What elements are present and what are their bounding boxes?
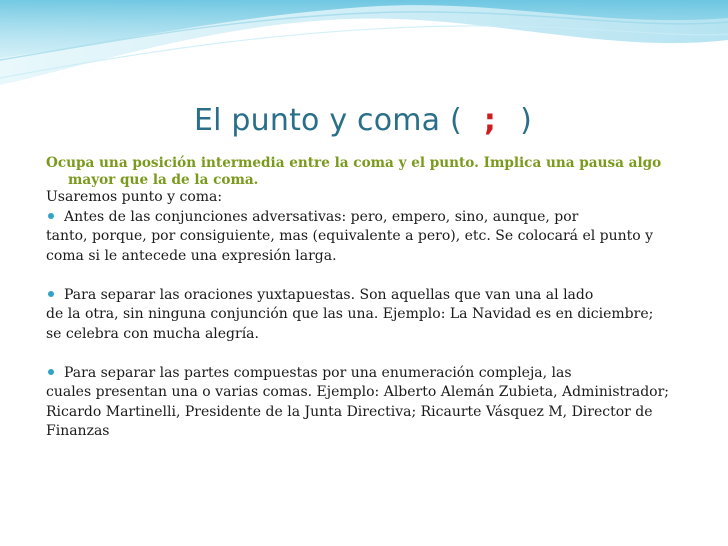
bullet-item xyxy=(46,286,696,306)
lead-line: Ocupa una posición intermedia entre la coma y el punto. Implica una pausa algo xyxy=(46,155,662,171)
lead-paragraph xyxy=(46,155,696,188)
bullet-continuation: se celebra con mucha alegría. xyxy=(46,325,259,342)
bullet-continuation: tanto, porque, por consiguiente, mas (equivalente a pero), etc. Se colocará el punto y xyxy=(46,228,654,244)
bullet-icon xyxy=(48,213,54,219)
bullet-item xyxy=(46,364,696,384)
bullet-continuation: Finanzas xyxy=(46,423,110,439)
bullet-text: Antes de las conjunciones adversativas: pero, empero, sino, aunque, por xyxy=(64,208,579,225)
bullet-icon xyxy=(48,369,54,375)
bullet-icon xyxy=(48,291,54,297)
bullet-continuation: Ricardo Martinelli, Presidente de la Junta Directiva; Ricaurte Vásquez M, Director de xyxy=(46,403,653,420)
bullet-continuation: coma si le antecede una expresión larga. xyxy=(46,247,337,264)
bullet-continuation: de la otra, sin ninguna conjunción que las una. Ejemplo: La Navidad es en diciembre; xyxy=(46,306,654,322)
title-semicolon: ; xyxy=(483,103,497,138)
title-prefix: El punto y coma ( xyxy=(193,103,462,138)
slide-title xyxy=(0,103,728,138)
lead-line: mayor que la de la coma. xyxy=(68,171,259,188)
intro-text: Usaremos punto y coma: xyxy=(46,189,223,205)
paragraph-spacer xyxy=(46,266,696,286)
bullet-text: Para separar las partes compuestas por una enumeración compleja, las xyxy=(64,364,572,381)
slide-body xyxy=(46,155,696,442)
bullet-text: Para separar las oraciones yuxtapuestas. Son aquellas que van una al lado xyxy=(64,286,594,303)
bullet-item xyxy=(46,208,696,228)
paragraph-spacer xyxy=(46,344,696,364)
title-suffix: ) xyxy=(520,103,533,138)
header-wave-decoration xyxy=(0,0,728,110)
bullet-continuation: cuales presentan una o varias comas. Ejemplo: Alberto Alemán Zubieta, Administrador; xyxy=(46,384,670,400)
